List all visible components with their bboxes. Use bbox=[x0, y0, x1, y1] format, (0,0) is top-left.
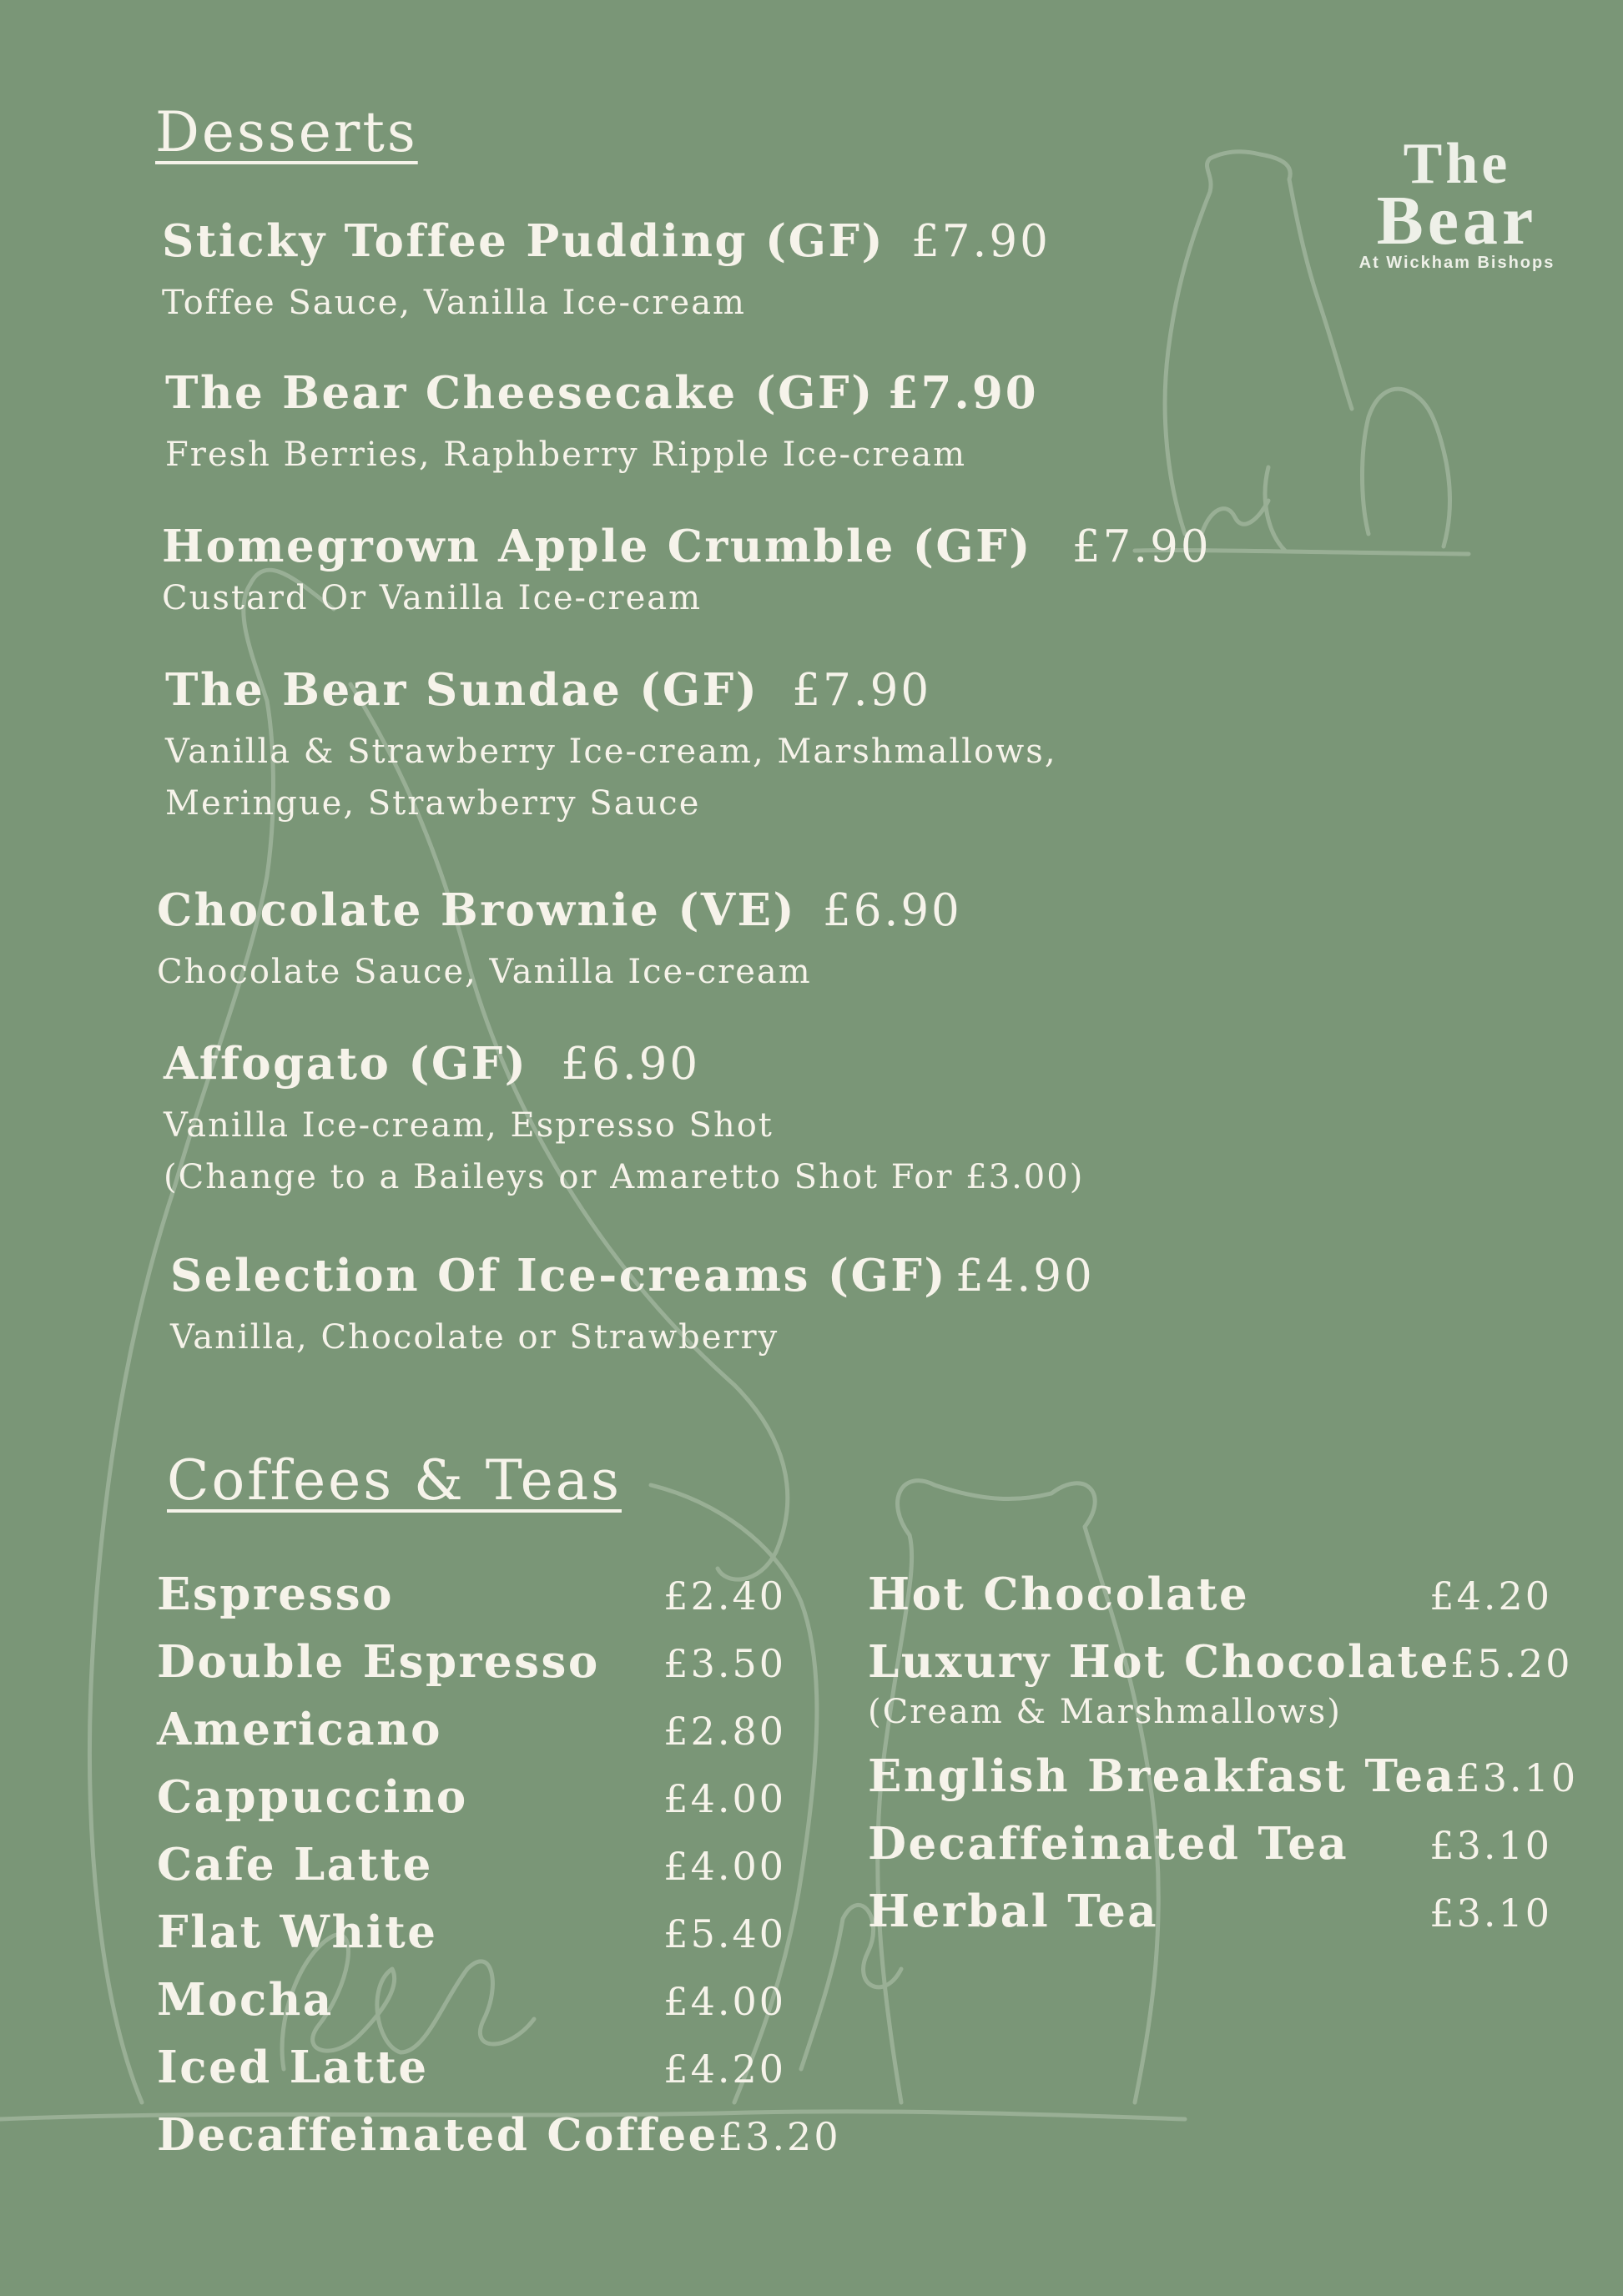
drink-item bbox=[157, 1974, 786, 2042]
dessert-item bbox=[165, 367, 1039, 481]
desserts-heading: Desserts bbox=[155, 100, 418, 164]
dessert-description: Toffee Sauce, Vanilla Ice-cream bbox=[162, 284, 746, 322]
dessert-price: £4.90 bbox=[955, 1251, 1095, 1302]
drink-item bbox=[868, 1568, 1552, 1636]
drink-name: Luxury Hot Chocolate bbox=[868, 1636, 1450, 1688]
drink-price: £3.50 bbox=[663, 1641, 786, 1686]
dessert-description: Vanilla & Strawberry Ice-cream, Marshmallows, bbox=[165, 733, 1057, 771]
drink-name: Decaffeinated Coffee bbox=[157, 2109, 718, 2161]
drink-name: English Breakfast Tea bbox=[868, 1750, 1456, 1802]
dessert-name: Chocolate Brownie (VE) bbox=[157, 884, 797, 936]
dessert-price: £6.90 bbox=[823, 885, 962, 936]
drink-name: Americano bbox=[157, 1704, 442, 1755]
dessert-price: £7.90 bbox=[887, 367, 1039, 419]
drink-name: Hot Chocolate bbox=[868, 1568, 1250, 1620]
drink-price: £4.20 bbox=[663, 2047, 786, 2092]
dessert-description: Chocolate Sauce, Vanilla Ice-cream bbox=[157, 953, 812, 991]
drink-name: Espresso bbox=[157, 1568, 394, 1620]
dessert-name: Sticky Toffee Pudding (GF) bbox=[162, 215, 885, 267]
drink-price: £3.10 bbox=[1429, 1823, 1552, 1868]
drink-name: Double Espresso bbox=[157, 1636, 600, 1688]
dessert-item bbox=[170, 1250, 1095, 1363]
drink-note: (Cream & Marshmallows) bbox=[868, 1693, 1342, 1731]
dessert-price: £7.90 bbox=[911, 216, 1051, 267]
drink-price: £3.10 bbox=[1429, 1891, 1552, 1936]
logo-tagline: At Wickham Bishops bbox=[1358, 254, 1555, 272]
dessert-price: £7.90 bbox=[792, 665, 932, 716]
drink-name: Herbal Tea bbox=[868, 1886, 1159, 1937]
drink-price: £4.00 bbox=[663, 1979, 786, 2024]
dessert-description: Fresh Berries, Raphberry Ripple Ice-cream bbox=[165, 436, 967, 474]
drink-name: Iced Latte bbox=[157, 2042, 429, 2093]
drink-price: £2.40 bbox=[663, 1573, 786, 1619]
drink-price: £4.00 bbox=[663, 1844, 786, 1889]
drink-name: Mocha bbox=[157, 1974, 334, 2026]
drink-name: Decaffeinated Tea bbox=[868, 1818, 1349, 1870]
coffees-teas-heading: Coffees & Teas bbox=[167, 1448, 622, 1513]
drink-price: £5.20 bbox=[1449, 1641, 1573, 1686]
dessert-description: Vanilla Ice-cream, Espresso Shot bbox=[164, 1106, 774, 1145]
logo-line-bear: Bear bbox=[1376, 182, 1538, 259]
dessert-item bbox=[165, 664, 1057, 829]
drinks-list-left bbox=[157, 1568, 841, 2177]
drink-name: Cappuccino bbox=[157, 1771, 468, 1823]
drink-name: Cafe Latte bbox=[157, 1839, 433, 1891]
drink-item bbox=[868, 1818, 1552, 1886]
drink-price: £2.80 bbox=[663, 1709, 786, 1754]
the-bear-logo bbox=[1345, 132, 1569, 273]
dessert-item bbox=[157, 884, 962, 998]
dessert-description: (Change to a Baileys or Amaretto Shot For £3.00) bbox=[164, 1158, 1085, 1196]
dessert-description: Vanilla, Chocolate or Strawberry bbox=[170, 1318, 779, 1357]
drink-item bbox=[868, 1750, 1579, 1818]
drinks-list-right bbox=[868, 1568, 1579, 1953]
logo-line-the: The bbox=[1403, 132, 1511, 196]
dessert-item bbox=[164, 1038, 1084, 1203]
dessert-name: Homegrown Apple Crumble (GF) bbox=[162, 521, 1032, 572]
drink-price: £4.20 bbox=[1429, 1573, 1552, 1619]
dessert-description: Meringue, Strawberry Sauce bbox=[165, 784, 701, 823]
drink-name: Flat White bbox=[157, 1906, 438, 1958]
drink-item bbox=[868, 1886, 1552, 1953]
drink-item bbox=[157, 1906, 786, 1974]
drink-item bbox=[157, 1839, 786, 1906]
dessert-name: Selection Of Ice-creams (GF) bbox=[170, 1250, 947, 1302]
drink-item bbox=[157, 1771, 786, 1839]
dessert-description: Custard Or Vanilla Ice-cream bbox=[162, 579, 703, 617]
drink-item bbox=[157, 1568, 786, 1636]
drink-price: £3.20 bbox=[718, 2114, 841, 2159]
dessert-price: £6.90 bbox=[561, 1039, 701, 1090]
dessert-price: £7.90 bbox=[1071, 521, 1212, 572]
dessert-name: The Bear Sundae (GF) bbox=[165, 664, 759, 716]
drink-item bbox=[157, 1636, 786, 1704]
drink-item bbox=[157, 2109, 841, 2177]
drink-item bbox=[157, 1704, 786, 1771]
drink-price: £4.00 bbox=[663, 1776, 786, 1821]
dessert-item bbox=[162, 215, 1051, 329]
dessert-name: The Bear Cheesecake (GF) bbox=[165, 367, 875, 419]
drink-price: £5.40 bbox=[663, 1911, 786, 1956]
drink-price: £3.10 bbox=[1455, 1755, 1579, 1800]
drink-item bbox=[157, 2042, 786, 2109]
dessert-item bbox=[162, 521, 1212, 624]
dessert-name: Affogato (GF) bbox=[164, 1038, 528, 1090]
